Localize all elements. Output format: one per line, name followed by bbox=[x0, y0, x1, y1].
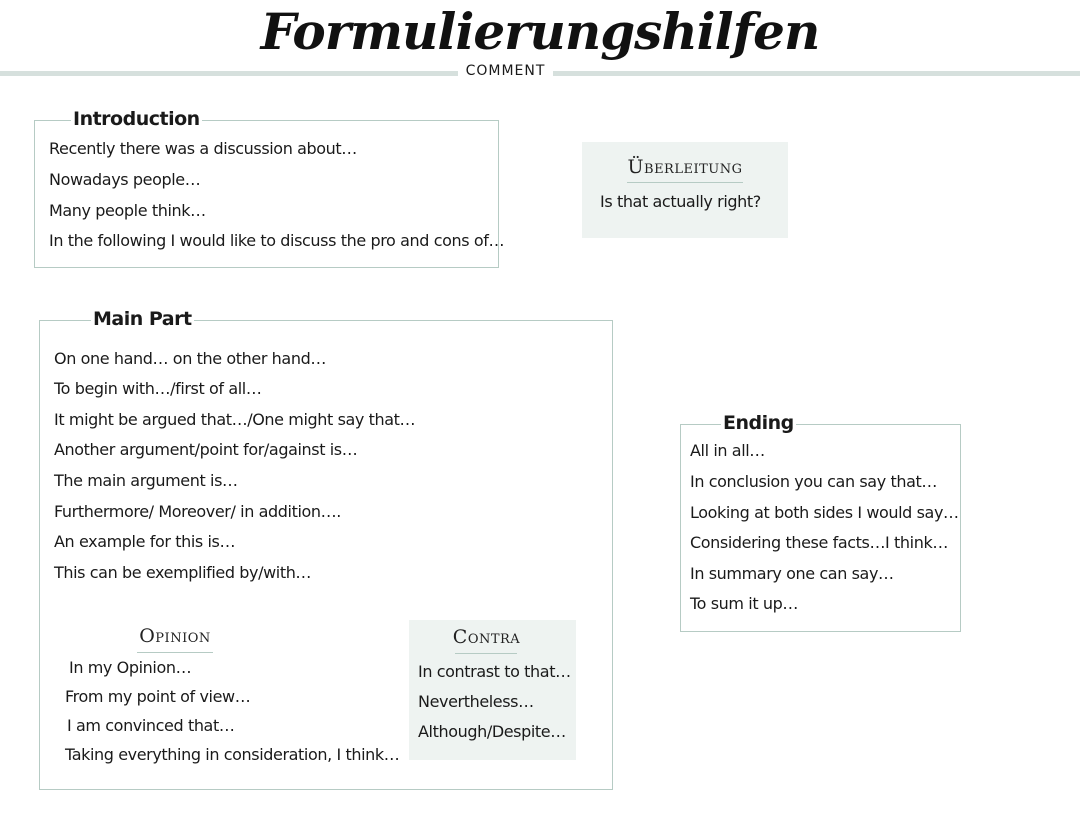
ending-section bbox=[680, 412, 961, 632]
main-part-line: To begin with…/first of all… bbox=[54, 379, 262, 398]
ending-line: To sum it up… bbox=[690, 594, 798, 613]
introduction-line: Many people think… bbox=[49, 201, 206, 220]
header-divider-right bbox=[553, 71, 1080, 76]
page-subtitle: COMMENT bbox=[465, 63, 546, 79]
opinion-heading-underline bbox=[137, 652, 213, 653]
contra-line: In contrast to that… bbox=[418, 662, 571, 681]
introduction-line: Recently there was a discussion about… bbox=[49, 139, 357, 158]
transition-heading: Überleitung bbox=[627, 156, 743, 178]
contra-line: Nevertheless… bbox=[418, 692, 534, 711]
opinion-line: Taking everything in consideration, I think… bbox=[65, 745, 400, 764]
contra-heading: Contra bbox=[452, 626, 521, 648]
opinion-line: In my Opinion… bbox=[69, 658, 192, 677]
main-part-line: An example for this is… bbox=[54, 532, 236, 551]
ending-line: Looking at both sides I would say… bbox=[690, 503, 959, 522]
main-part-line: The main argument is… bbox=[54, 471, 238, 490]
main-part-line: On one hand… on the other hand… bbox=[54, 349, 326, 368]
introduction-line: In the following I would like to discuss the pro and cons of… bbox=[49, 231, 505, 250]
ending-line: In summary one can say… bbox=[690, 564, 894, 583]
page-title: Formulierungshilfen bbox=[260, 2, 820, 61]
ending-line: Considering these facts…I think… bbox=[690, 533, 948, 552]
main-part-line: It might be argued that…/One might say that… bbox=[54, 410, 416, 429]
main-part-line: Furthermore/ Moreover/ in addition…. bbox=[54, 502, 341, 521]
contra-section bbox=[409, 620, 576, 760]
main-part-heading: Main Part bbox=[93, 308, 192, 330]
contra-heading-underline bbox=[455, 653, 517, 654]
introduction-heading: Introduction bbox=[73, 108, 200, 130]
opinion-heading: Opinion bbox=[139, 625, 211, 647]
main-part-line: Another argument/point for/against is… bbox=[54, 440, 358, 459]
transition-line: Is that actually right? bbox=[600, 192, 761, 211]
transition-heading-underline bbox=[627, 182, 743, 183]
main-part-line: This can be exemplified by/with… bbox=[54, 563, 312, 582]
opinion-line: I am convinced that… bbox=[67, 716, 235, 735]
ending-line: In conclusion you can say that… bbox=[690, 472, 937, 491]
opinion-line: From my point of view… bbox=[65, 687, 251, 706]
main-part-section bbox=[39, 308, 613, 790]
introduction-section bbox=[34, 108, 505, 268]
contra-line: Although/Despite… bbox=[418, 722, 566, 741]
introduction-line: Nowadays people… bbox=[49, 170, 201, 189]
ending-line: All in all… bbox=[690, 441, 765, 460]
ending-heading: Ending bbox=[723, 412, 794, 434]
transition-section bbox=[582, 142, 788, 238]
header-divider-left bbox=[0, 71, 458, 76]
